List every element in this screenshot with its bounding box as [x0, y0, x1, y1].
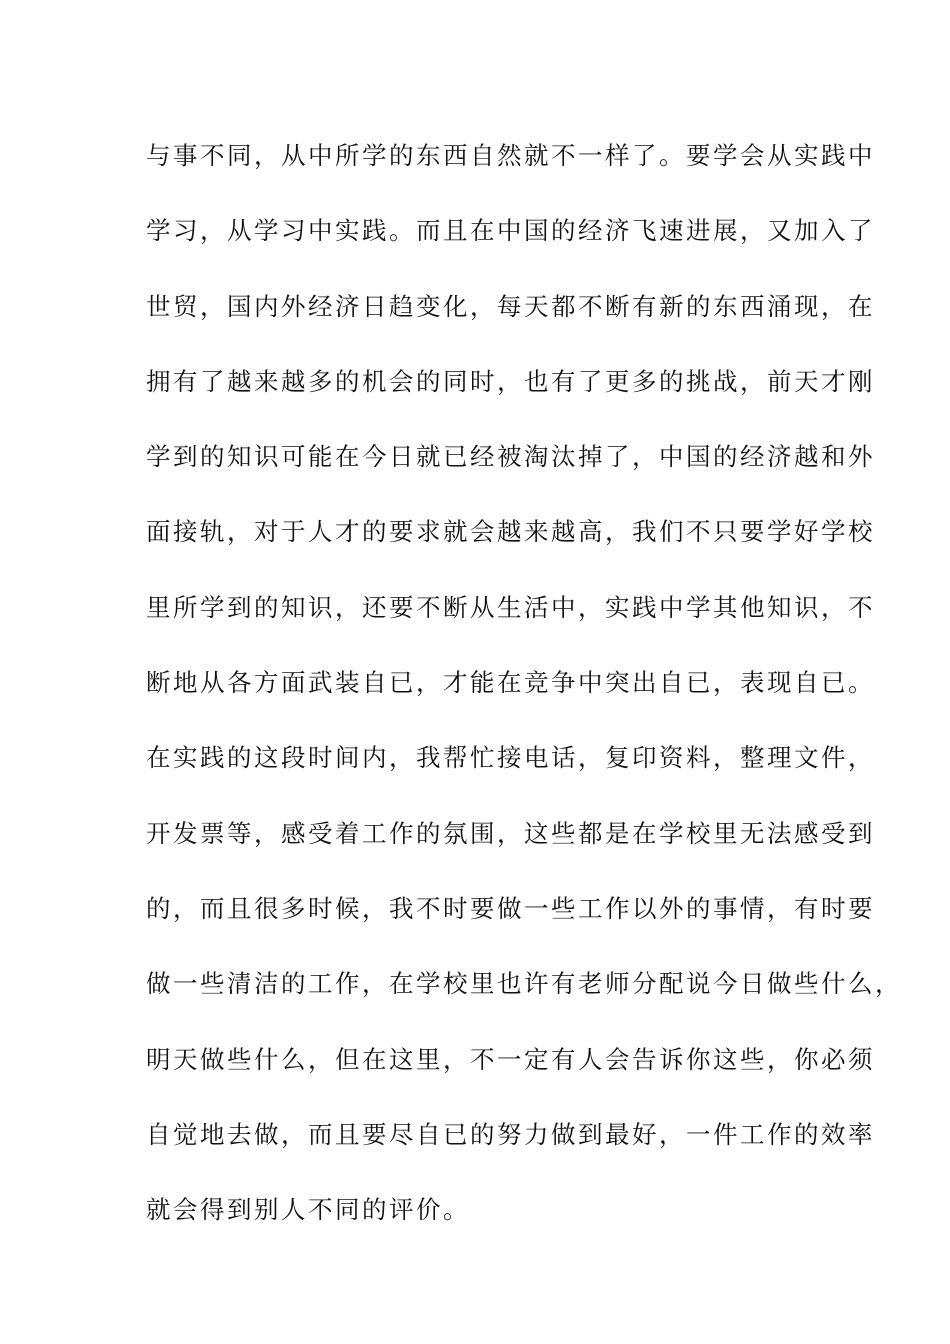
text-line: 拥有了越来越多的机会的同时，也有了更多的挑战，前天才刚 [146, 366, 875, 396]
text-line: 自觉地去做，而且要尽自已的努力做到最好，一件工作的效率 [146, 1119, 875, 1149]
text-line: 学到的知识可能在今日就已经被淘汰掉了，中国的经济越和外 [146, 442, 875, 472]
text-line: 开发票等，感受着工作的氛围，这些都是在学校里无法感受到 [146, 818, 875, 848]
text-line: 面接轨，对于人才的要求就会越来越高，我们不只要学好学校 [146, 517, 875, 547]
body-text [146, 128, 902, 1257]
text-line: 断地从各方面武装自已，才能在竞争中突出自已，表现自已。 [146, 668, 875, 698]
text-line: 与事不同，从中所学的东西自然就不一样了。要学会从实践中 [146, 141, 875, 170]
text-line: 的，而且很多时候，我不时要做一些工作以外的事情，有时要 [146, 893, 875, 923]
text-line: 世贸，国内外经济日趋变化，每天都不断有新的东西涌现，在 [146, 291, 875, 321]
text-line: 在实践的这段时间内，我帮忙接电话，复印资料，整理文件， [146, 743, 875, 773]
text-line: 明天做些什么，但在这里，不一定有人会告诉你这些，你必须 [146, 1044, 875, 1074]
text-line: 学习，从学习中实践。而且在中国的经济飞速进展，又加入了 [146, 216, 875, 246]
text-line: 里所学到的知识，还要不断从生活中，实践中学其他知识，不 [146, 592, 875, 622]
text-line: 就会得到别人不同的评价。 [146, 1195, 470, 1225]
text-line: 做一些清洁的工作，在学校里也许有老师分配说今日做些什么， [146, 969, 902, 999]
